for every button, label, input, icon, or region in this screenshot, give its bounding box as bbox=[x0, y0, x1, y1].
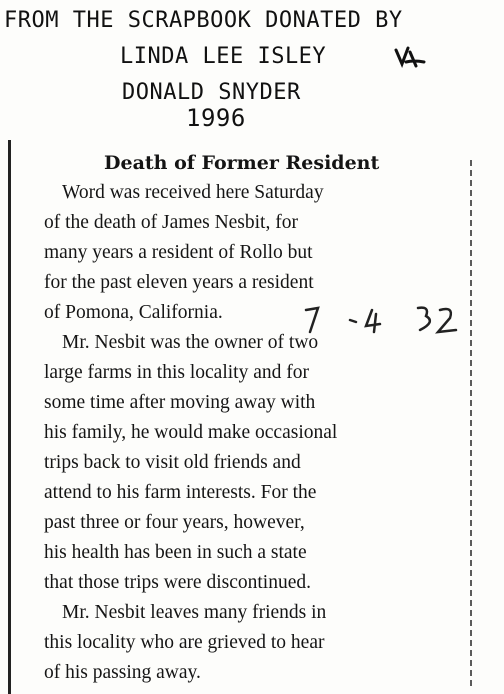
article-line: some time after moving away with bbox=[44, 392, 316, 413]
article-line: many years a resident of Rollo but bbox=[44, 242, 313, 263]
article-line: Mr. Nesbit leaves many friends in bbox=[62, 602, 327, 623]
article-headline: Death of Former Resident bbox=[104, 152, 380, 174]
article-line: this locality who are grieved to hear bbox=[44, 632, 325, 653]
handwritten-initials bbox=[392, 44, 428, 72]
column-rule-left bbox=[8, 140, 11, 694]
newspaper-clipping bbox=[0, 140, 504, 694]
column-rule-right bbox=[470, 160, 472, 690]
handwritten-date bbox=[300, 300, 470, 340]
article-line: Word was received here Saturday bbox=[62, 182, 324, 203]
article-line: that those trips were discontinued. bbox=[44, 572, 311, 593]
article-line: his health has been in such a state bbox=[44, 542, 307, 563]
article-line: large farms in this locality and for bbox=[44, 362, 309, 383]
article-line: trips back to visit old friends and bbox=[44, 452, 301, 473]
article-line: of the death of James Nesbit, for bbox=[44, 212, 298, 233]
article-line: Mr. Nesbit was the owner of two bbox=[62, 332, 319, 353]
article-line: his family, he would make occasional bbox=[44, 422, 338, 443]
article-line: for the past eleven years a resident bbox=[44, 272, 314, 293]
header-year: 1996 bbox=[186, 104, 246, 132]
article-line: past three or four years, however, bbox=[44, 512, 305, 533]
article-line: of Pomona, California. bbox=[44, 302, 223, 323]
article-line: of his passing away. bbox=[44, 662, 201, 683]
header-line-linda: LINDA LEE ISLEY bbox=[120, 44, 327, 69]
header-line-donald: DONALD SNYDER bbox=[122, 80, 301, 105]
header-line-donated: FROM THE SCRAPBOOK DONATED BY bbox=[4, 8, 403, 33]
article-line: attend to his farm interests. For the bbox=[44, 482, 317, 503]
